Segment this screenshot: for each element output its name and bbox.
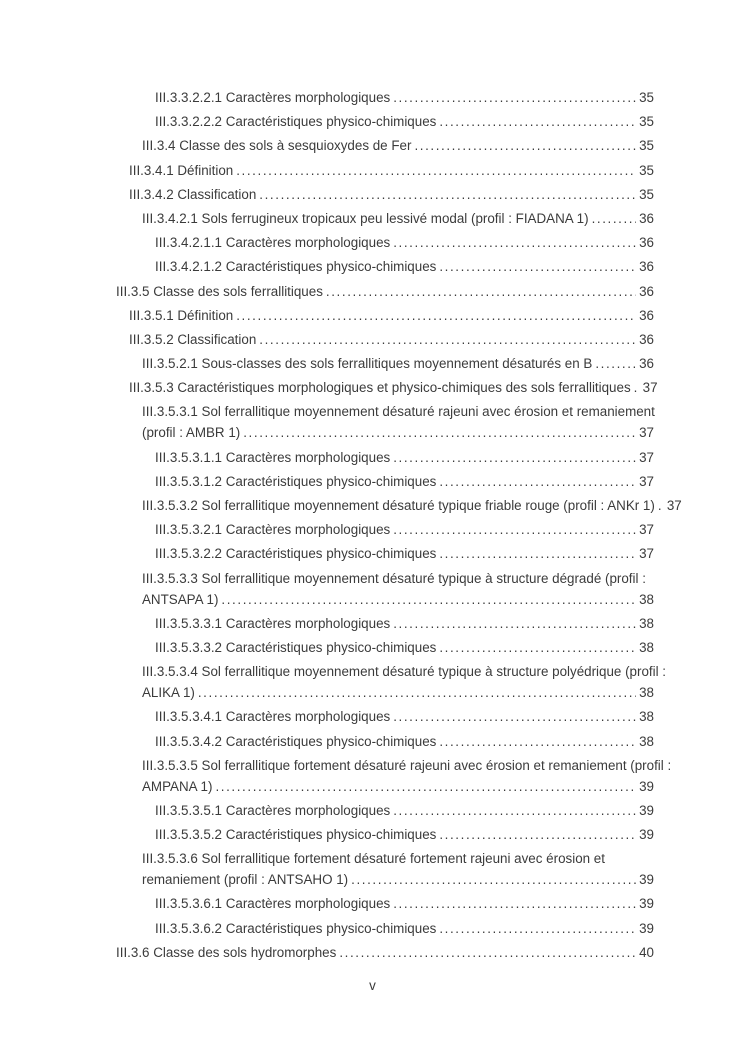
toc-entry[interactable] (155, 256, 654, 277)
toc-entry[interactable] (129, 160, 654, 181)
toc-entry-text: III.3.5.3.3.2 Caractéristiques physico-chimiques (155, 639, 437, 655)
toc-entry-text: III.3.5.3.3.1 Caractères morphologiques (155, 615, 391, 631)
toc-entry[interactable] (155, 637, 654, 658)
toc-entry[interactable] (116, 942, 654, 963)
toc-page-number: 38 (639, 733, 654, 749)
toc-entry[interactable] (142, 848, 654, 890)
toc-entry-text: III.3.5.3.1.2 Caractéristiques physico-chimiques (155, 473, 437, 489)
toc-entry[interactable] (142, 568, 654, 610)
dot-leader (259, 329, 636, 350)
toc-page-number: 36 (639, 235, 654, 251)
toc-entry[interactable] (129, 305, 654, 326)
toc-list (116, 87, 682, 966)
dot-leader (236, 305, 636, 326)
dot-leader (393, 893, 636, 914)
toc-entry[interactable] (155, 232, 654, 253)
toc-page-number: 40 (639, 944, 654, 960)
toc-page-number: 38 (639, 639, 654, 655)
toc-entry-text: ALIKA 1) (142, 685, 195, 701)
toc-entry-text: III.3.5.3.4 Sol ferrallitique moyennement désaturé typique à structure polyédrique (profil : (142, 664, 667, 680)
toc-entry[interactable] (155, 824, 654, 845)
dot-leader (393, 706, 636, 727)
toc-page-number: 35 (639, 138, 654, 154)
toc-page-number: 36 (639, 307, 654, 323)
toc-entry[interactable] (129, 329, 654, 350)
toc-page-number: 38 (639, 685, 654, 701)
toc-page-number: 38 (639, 615, 654, 631)
toc-page-number: 39 (639, 827, 654, 843)
toc-entry-text: III.3.6 Classe des sols hydromorphes (116, 944, 337, 960)
toc-page-number: 37 (639, 449, 654, 465)
dot-leader (198, 682, 636, 703)
toc-page-number: 37 (666, 498, 682, 513)
toc-page-number: 37 (639, 473, 654, 489)
toc-entry[interactable] (142, 135, 654, 156)
toc-page-number: 39 (639, 920, 654, 936)
toc-entry-text: III.3.5.3.4.2 Caractéristiques physico-chimiques (155, 733, 437, 749)
dot-leader (393, 232, 636, 253)
dot-leader (393, 613, 636, 634)
toc-entry-text: III.3.5.2.1 Sous-classes des sols ferrallitiques moyennement désaturés en B (142, 356, 593, 372)
toc-page-number: 36 (639, 259, 654, 275)
dot-leader (439, 471, 636, 492)
toc-entry-text: III.3.4 Classe des sols à sesquioxydes de Fer (142, 138, 412, 154)
toc-page-number: 39 (639, 802, 654, 818)
toc-entry-text: ANTSAPA 1) (142, 591, 219, 607)
toc-page-number: 39 (639, 872, 654, 888)
toc-entry-text: III.3.4.2.1 Sols ferrugineux tropicaux peu lessivé modal (profil : FIADANA 1) (142, 210, 589, 226)
dot-leader (221, 589, 636, 610)
toc-page-number: 36 (639, 283, 654, 299)
toc-page-number: 36 (639, 356, 654, 372)
dot-leader (339, 942, 636, 963)
toc-entry-text: III.3.5.3.6.1 Caractères morphologiques (155, 896, 391, 912)
toc-entry-text: III.3.5.3.2.2 Caractéristiques physico-chimiques (155, 546, 437, 562)
dot-leader (236, 160, 636, 181)
dot-leader (393, 800, 636, 821)
toc-entry-text: III.3.5.2 Classification (129, 331, 257, 347)
toc-page-number: 35 (639, 186, 654, 202)
toc-page-number: 39 (639, 896, 654, 912)
dot-leader (439, 824, 636, 845)
toc-page-number: 37 (642, 380, 658, 396)
dot-leader (439, 731, 636, 752)
toc-page-number: 38 (639, 591, 654, 607)
toc-entry-text: III.3.4.2.1.1 Caractères morphologiques (155, 235, 391, 251)
dot-leader (439, 111, 636, 132)
toc-entry-text: III.3.3.2.2.1 Caractères morphologiques (155, 90, 391, 105)
dot-leader (243, 422, 636, 443)
toc-entry[interactable] (155, 111, 654, 132)
toc-entry-text: III.3.3.2.2.2 Caractéristiques physico-chimiques (155, 114, 437, 130)
toc-entry-text: III.3.5.3.4.1 Caractères morphologiques (155, 709, 391, 725)
toc-entry[interactable] (155, 800, 654, 821)
toc-page-number: 35 (639, 162, 654, 178)
toc-page-number: 38 (639, 709, 654, 725)
toc-entry-text: III.3.5.3.1 Sol ferrallitique moyennement désaturé rajeuni avec érosion et remaniement (142, 404, 655, 420)
page-footer-number: v (369, 978, 376, 993)
toc-entry[interactable] (155, 706, 654, 727)
toc-entry-text: III.3.4.2 Classification (129, 186, 257, 202)
toc-entry-text: III.3.5.3.6 Sol ferrallitique fortement désaturé fortement rajeuni avec érosion et (142, 851, 605, 867)
toc-entry-text: (profil : AMBR 1) (142, 425, 241, 441)
toc-entry-text: III.3.5.3.5.1 Caractères morphologiques (155, 802, 391, 818)
toc-entry-text: III.3.5.3.3 Sol ferrallitique moyennement désaturé typique à structure dégradé (profil : (142, 570, 646, 586)
toc-entry[interactable] (142, 661, 667, 703)
toc-page-number: 39 (639, 778, 654, 794)
toc-entry[interactable] (155, 519, 654, 540)
dot-leader (414, 135, 636, 156)
toc-entry[interactable] (129, 377, 658, 398)
dot-leader (259, 184, 636, 205)
toc-entry[interactable] (155, 893, 654, 914)
dot-leader (351, 869, 636, 890)
toc-entry[interactable] (155, 613, 654, 634)
dot-leader (592, 208, 637, 229)
dot-leader (326, 281, 636, 302)
toc-entry[interactable] (142, 353, 654, 374)
toc-entry[interactable] (155, 447, 654, 468)
dot-leader (658, 495, 664, 516)
dot-leader (439, 256, 636, 277)
toc-entry[interactable] (155, 87, 654, 108)
dot-leader (215, 776, 636, 797)
toc-entry-text: III.3.5.3.5.2 Caractéristiques physico-chimiques (155, 827, 437, 843)
toc-entry[interactable] (142, 208, 654, 229)
toc-entry-text: III.3.4.2.1.2 Caractéristiques physico-chimiques (155, 259, 437, 275)
dot-leader (393, 87, 636, 108)
toc-entry[interactable] (142, 401, 654, 443)
toc-entry-text: III.3.5.3.1.1 Caractères morphologiques (155, 449, 391, 465)
dot-leader (439, 543, 636, 564)
toc-entry[interactable] (142, 755, 672, 797)
toc-page-number: 36 (639, 210, 654, 226)
toc-entry-text: III.3.5.3.6.2 Caractéristiques physico-chimiques (155, 920, 437, 936)
toc-entry-text: III.3.5.3.2.1 Caractères morphologiques (155, 522, 391, 538)
toc-entry[interactable] (155, 543, 654, 564)
toc-page-number: 35 (639, 114, 654, 130)
toc-entry[interactable] (129, 184, 654, 205)
toc-page-number: 35 (639, 90, 654, 105)
toc-entry-text: III.3.5 Classe des sols ferrallitiques (116, 283, 323, 299)
toc-entry[interactable] (155, 731, 654, 752)
toc-entry-text: AMPANA 1) (142, 778, 213, 794)
toc-page-number: 36 (639, 331, 654, 347)
toc-entry[interactable] (142, 495, 682, 516)
dot-leader (439, 918, 636, 939)
toc-entry-text: III.3.4.1 Définition (129, 162, 234, 178)
toc-entry-text: remaniement (profil : ANTSAHO 1) (142, 872, 349, 888)
toc-entry-text: III.3.5.3.2 Sol ferrallitique moyennement désaturé typique friable rouge (profil : ANKr 1) (142, 498, 655, 513)
toc-entry-text: III.3.5.1 Définition (129, 307, 234, 323)
toc-entry[interactable] (116, 281, 654, 302)
toc-entry[interactable] (155, 918, 654, 939)
dot-leader (595, 353, 636, 374)
dot-leader (439, 637, 636, 658)
toc-page-number: 37 (639, 546, 654, 562)
toc-entry[interactable] (155, 471, 654, 492)
toc-entry-text: III.3.5.3.5 Sol ferrallitique fortement désaturé rajeuni avec érosion et remaniement (profil : (142, 757, 672, 773)
toc-entry-text: III.3.5.3 Caractéristiques morphologiques et physico-chimiques des sols ferrallitiques (129, 380, 631, 396)
dot-leader (634, 377, 640, 398)
dot-leader (393, 519, 636, 540)
toc-page-number: 37 (639, 425, 654, 441)
toc-page-number: 37 (639, 522, 654, 538)
dot-leader (393, 447, 636, 468)
